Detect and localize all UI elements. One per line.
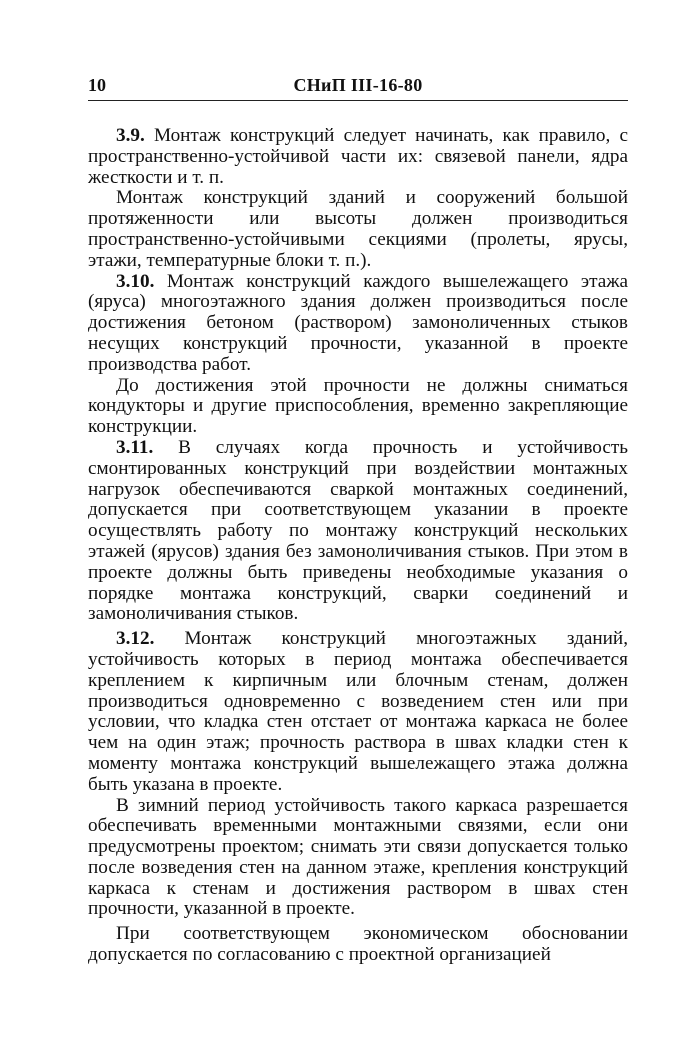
paragraph [88, 188, 628, 271]
page-header [88, 74, 628, 96]
paragraph [88, 796, 628, 921]
paragraph-text: До достижения этой прочности не должны сниматься кондукторы и другие приспособления, временно закрепляющие конструкции. [88, 374, 628, 438]
paragraph-text: В зимний период устойчивость такого каркаса разрешается обеспечивать временными монтажными связями, если они предусмотрены проектом; снимать эти связи допускается только после возведения стен на данном этаже, крепления конструкций каркаса к стенам и достижения раствором в швах стен прочности, указанной в проекте. [88, 794, 628, 920]
paragraph [88, 924, 628, 966]
paragraph-text: Монтаж конструкций многоэтажных зданий, устойчивость которых в период монтажа обеспечивается креплением к кирпичным или блочным стенам, должен производиться одновременно с возведением стен или при условии, что кладка стен отстает от монтажа каркаса не более чем на один этаж; прочность раствора в швах кладки стен к моменту монтажа конструкций вышележащего этажа должна быть указана в проекте. [88, 628, 628, 795]
clause-number: 3.10. [116, 270, 155, 292]
paragraph-text: При соответствующем экономическом обосновании допускается по согласованию с проектной организацией [88, 923, 628, 966]
page-number: 10 [88, 75, 106, 95]
paragraph [88, 438, 628, 625]
paragraph-text: Монтаж конструкций каждого вышележащего этажа (яруса) многоэтажного здания должен производиться после достижения бетоном (раствором) замоноличенных стыков несущих конструкций прочности, указанной в проекте производства работ. [88, 270, 628, 375]
paragraph [88, 376, 628, 438]
clause-number: 3.12. [116, 628, 155, 650]
paragraph-text: Монтаж конструкций зданий и сооружений большой протяженности или высоты должен производиться пространственно-устойчивыми секциями (пролеты, ярусы, этажи, температурные блоки т. п.). [88, 187, 628, 271]
running-title: СНиП III-16-80 [293, 75, 423, 95]
clause-number: 3.9. [116, 125, 145, 146]
paragraph [88, 272, 628, 376]
paragraph [88, 126, 628, 188]
paragraph [88, 629, 628, 795]
paragraph-text: В случаях когда прочность и устойчивость смонтированных конструкций при воздействии монтажных нагрузок обеспечиваются сваркой монтажных соединений, допускается при соответствующем указании в проекте осуществлять работу по монтажу конструкций нескольких этажей (ярусов) здания без замоноличивания стыков. При этом в проекте должны быть приведены необходимые указания о порядке монтажа конструкций, сварки соединений и замоноличивания стыков. [88, 436, 628, 625]
header-rule [88, 100, 628, 101]
body-text [88, 126, 628, 966]
clause-number: 3.11. [116, 436, 154, 458]
paragraph-text: Монтаж конструкций следует начинать, как правило, с пространственно-устойчивой части их: связевой панели, ядра жесткости и т. п. [88, 125, 628, 188]
